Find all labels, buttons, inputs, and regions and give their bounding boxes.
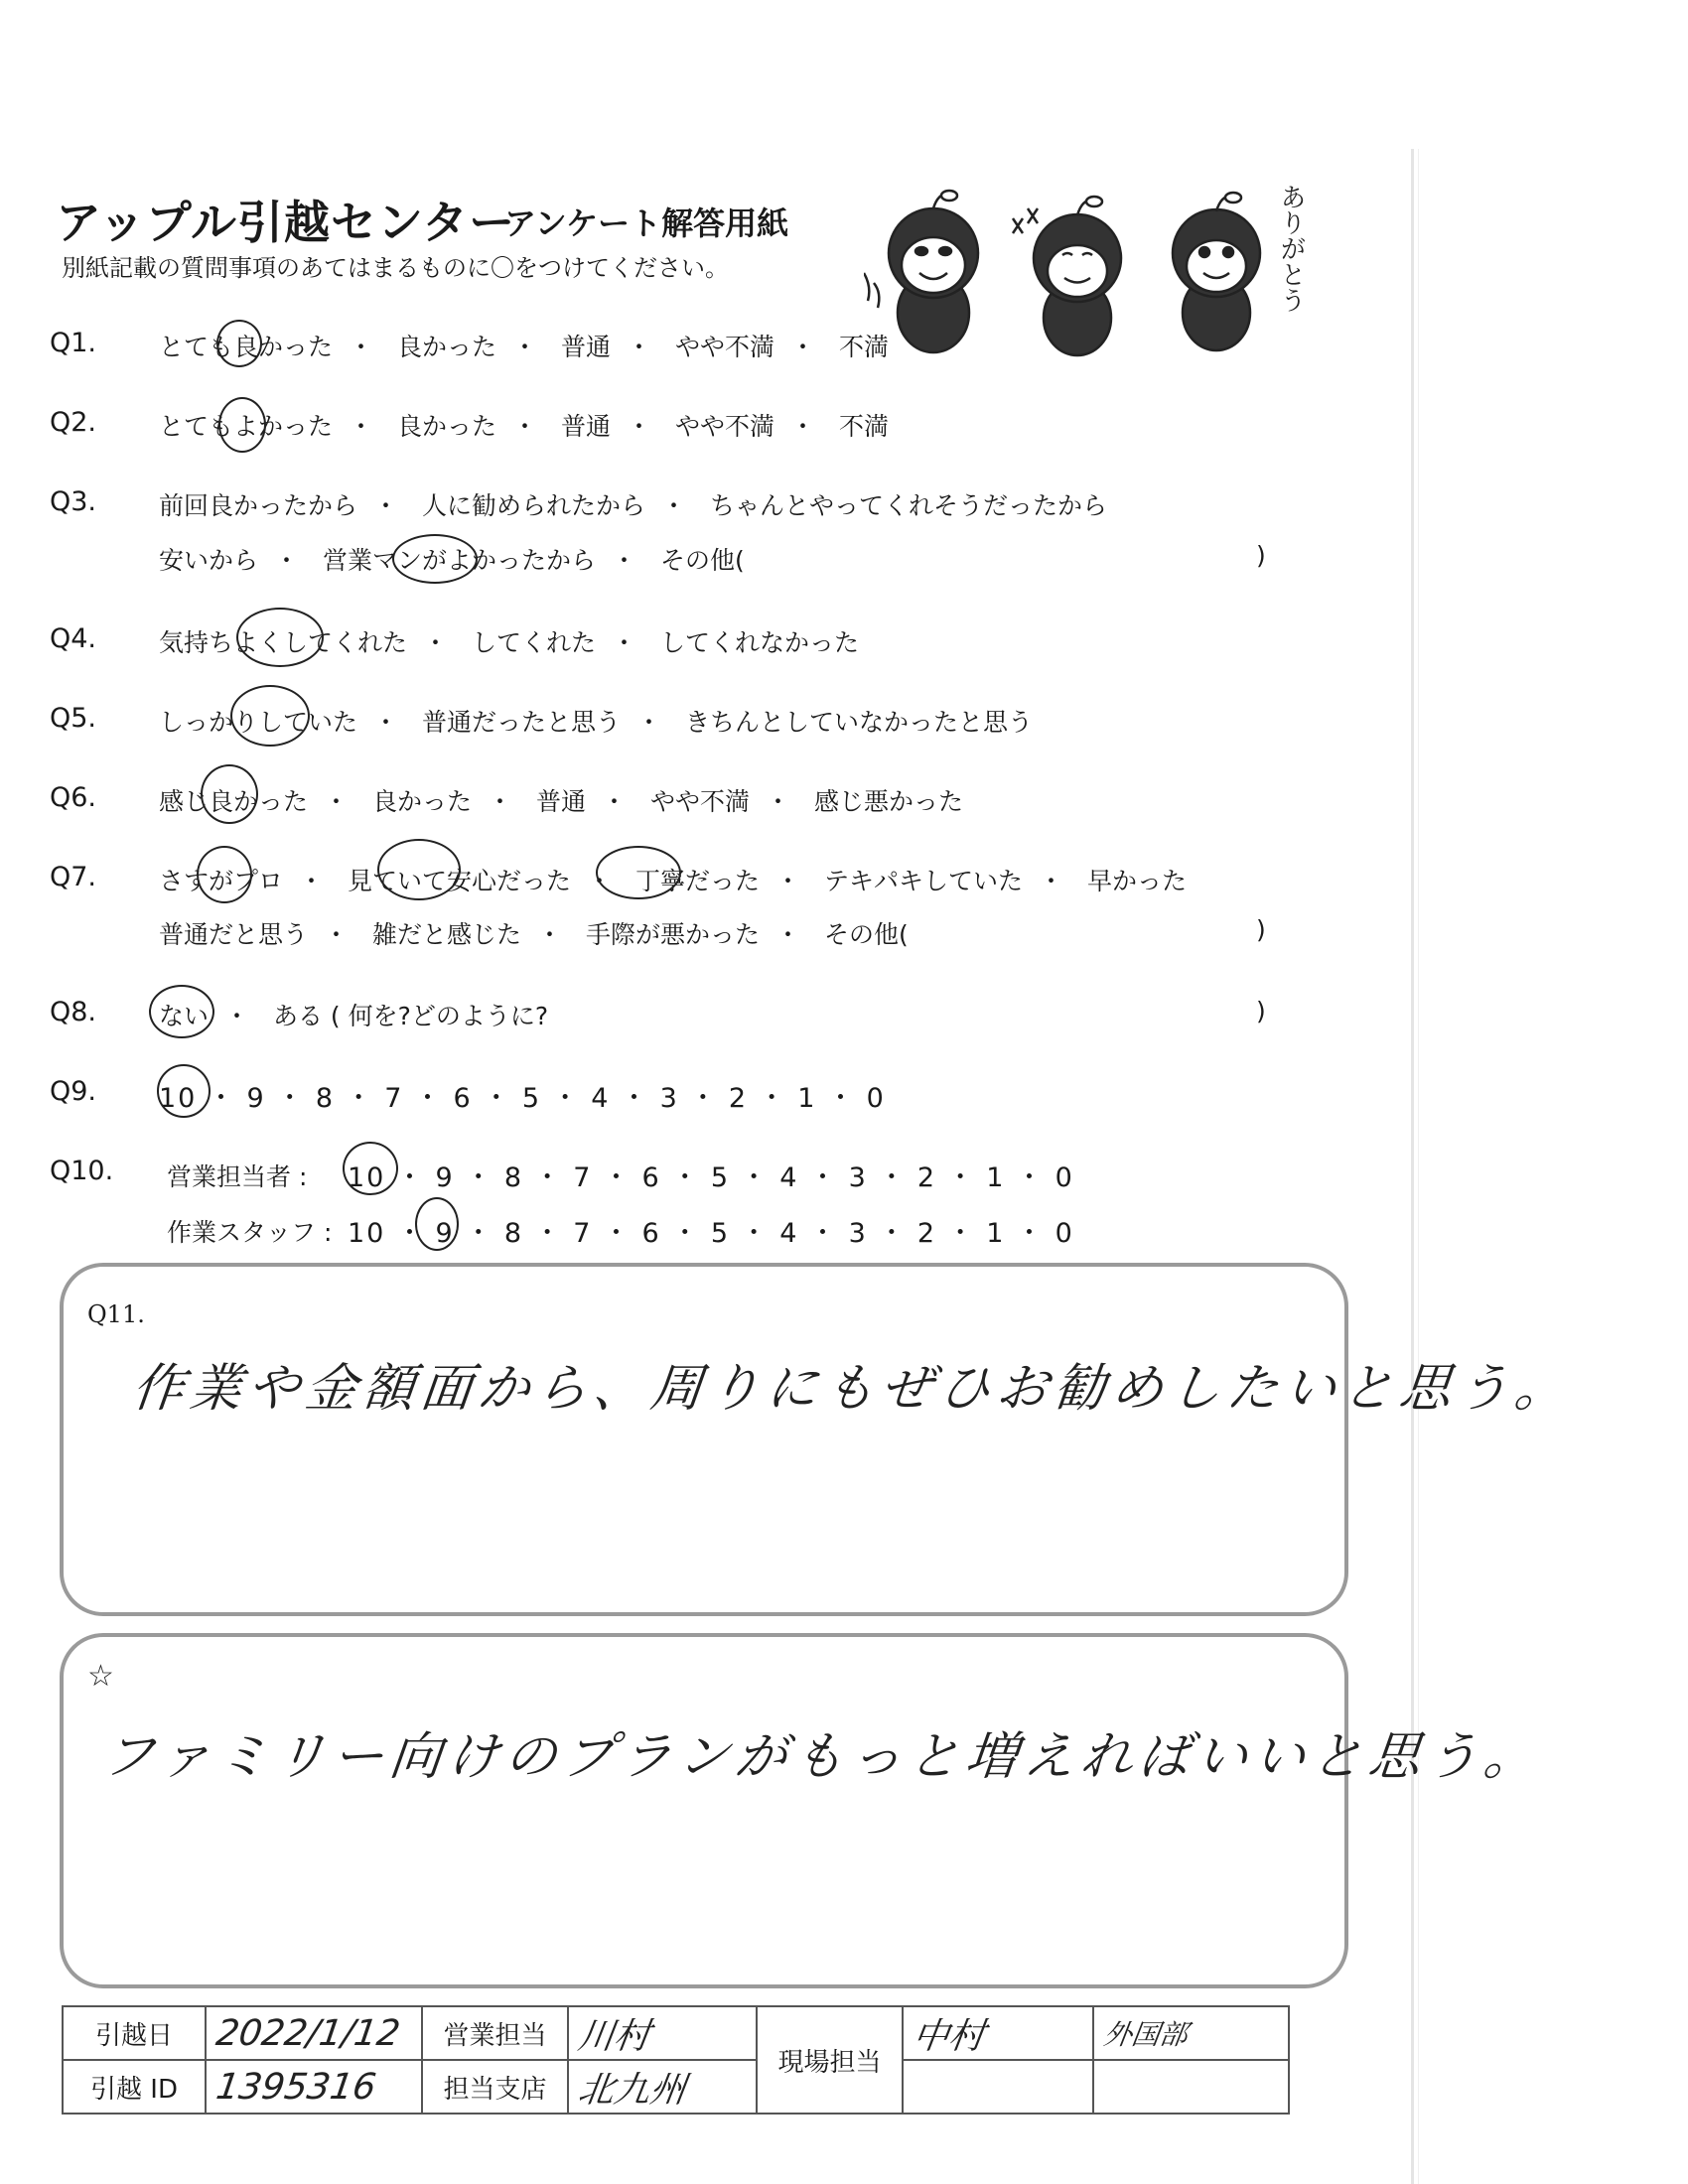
q8-label: Q8. (50, 997, 97, 1027)
q2-option[interactable]: やや不満 (674, 412, 774, 441)
q1-option[interactable]: 不満 (838, 333, 889, 361)
q6-option[interactable]: 感じ良かった (159, 787, 309, 816)
page-edge-shadow-2 (1418, 149, 1419, 2184)
q3-option[interactable]: 人に勧められたから (421, 491, 645, 520)
q5-options: しっかりしていた ・ 普通だったと思う ・ きちんとしていなかったと思う (159, 703, 1033, 739)
q6-option[interactable]: 良かった (371, 787, 472, 816)
star-label: ☆ (87, 1659, 114, 1694)
q2-options: とてもよかった ・ 良かった ・ 普通 ・ やや不満 ・ 不満 (159, 407, 889, 443)
q3-options-line2: 安いから ・ 営業マンがよかったから ・ その他( (159, 541, 745, 577)
branch-value: 北九州 (564, 2060, 761, 2114)
branch-label: 担当支店 (422, 2060, 568, 2114)
q1-label: Q1. (50, 328, 97, 358)
q7-options-line1: さすがプロ ・ 見ていて安心だった ・ 丁寧だった ・ テキパキしていた ・ 早かった (159, 862, 1187, 897)
q8-option[interactable]: ある ( 何を?どのように? (272, 1002, 549, 1030)
q3-option[interactable]: 安いから (159, 546, 259, 575)
q5-hand-circle (230, 685, 310, 747)
q11-answer: 作業や金額面から、周りにもぜひお勧めしたいと思う。 (129, 1359, 1576, 1419)
q2-option[interactable]: 良かった (396, 412, 496, 441)
q2-option[interactable]: 普通 (560, 412, 611, 441)
q6-options: 感じ良かった ・ 良かった ・ 普通 ・ やや不満 ・ 感じ悪かった (159, 782, 963, 818)
q7-option[interactable]: テキパキしていた (823, 867, 1023, 895)
q7-option[interactable]: さすがプロ (159, 867, 284, 895)
q10-staff-scale[interactable]: 10 ・ 9 ・ 8 ・ 7 ・ 6 ・ 5 ・ 4 ・ 3 ・ 2 ・ 1 ・ 0 (348, 1218, 1074, 1249)
q10-staff-hand-circle (415, 1197, 459, 1251)
q8-hand-circle (149, 985, 214, 1038)
q7-option[interactable]: 見ていて安心だった (347, 867, 571, 895)
q7-option[interactable]: 丁寧だった (634, 867, 760, 895)
q3-option[interactable]: ちゃんとやってくれそうだったから (709, 491, 1107, 520)
q3-option[interactable]: 営業マンがよかったから (322, 546, 596, 575)
q10-sales-hand-circle (343, 1142, 398, 1195)
q8-close-paren: ) (1256, 997, 1266, 1025)
move-id-value: 1395316 (202, 2060, 426, 2114)
q4-option[interactable]: してくれた (471, 628, 596, 657)
q4-option[interactable]: 気持ちよくしてくれた (159, 628, 408, 657)
q7-hand-circle-3 (596, 846, 681, 899)
q3-hand-circle (392, 534, 478, 584)
move-date-label: 引越日 (63, 2006, 206, 2060)
sales-rep-value: 川村 (564, 2006, 761, 2060)
site-rep-empty-1 (899, 2060, 1097, 2114)
q1-option[interactable]: やや不満 (674, 333, 774, 361)
q1-hand-circle (216, 320, 262, 367)
q3-close-paren: ) (1256, 541, 1266, 570)
q9-hand-circle (157, 1064, 211, 1118)
sales-rep-label: 営業担当 (422, 2006, 568, 2060)
q7-option[interactable]: 雑だと感じた (371, 920, 521, 949)
q3-option[interactable]: その他( (659, 546, 745, 575)
q6-option[interactable]: 普通 (535, 787, 586, 816)
q5-option[interactable]: 普通だったと思う (421, 708, 621, 737)
q2-hand-circle (218, 397, 266, 453)
q1-option[interactable]: 良かった (396, 333, 496, 361)
q7-option[interactable]: 早かった (1086, 867, 1187, 895)
q3-label: Q3. (50, 486, 97, 517)
q1-options: とても良かった ・ 良かった ・ 普通 ・ やや不満 ・ 不満 (159, 328, 889, 363)
q7-option[interactable]: 手際が悪かった (585, 920, 760, 949)
info-table (62, 2005, 1290, 2115)
mascot-text: ありがとう (1276, 184, 1306, 313)
instruction-text: 別紙記載の質問事項のあてはまるものに〇をつけてください。 (62, 254, 729, 282)
mascot-2 (1013, 197, 1121, 355)
q3-options-line1: 前回良かったから ・ 人に勧められたから ・ ちゃんとやってくれそうだったから (159, 486, 1107, 522)
q5-option[interactable]: きちんとしていなかったと思う (684, 708, 1033, 737)
q5-label: Q5. (50, 703, 97, 734)
q1-option[interactable]: とても良かった (159, 333, 334, 361)
mascot-3 (1173, 193, 1260, 350)
q4-label: Q4. (50, 623, 97, 654)
q9-label: Q9. (50, 1076, 97, 1107)
comment-box (60, 1633, 1545, 1988)
q3-option[interactable]: 前回良かったから (159, 491, 358, 520)
q4-hand-circle (236, 608, 324, 667)
q6-label: Q6. (50, 782, 97, 813)
q6-hand-circle (201, 764, 258, 824)
q7-option[interactable]: 普通だと思う (159, 920, 309, 949)
q10-label: Q10. (50, 1156, 114, 1186)
q7-label: Q7. (50, 862, 97, 892)
q7-option[interactable]: その他( (823, 920, 909, 949)
q7-options-line2: 普通だと思う ・ 雑だと感じた ・ 手際が悪かった ・ その他( (159, 915, 909, 951)
q7-close-paren: ) (1256, 915, 1266, 944)
q10-sales-scale[interactable]: 10 ・ 9 ・ 8 ・ 7 ・ 6 ・ 5 ・ 4 ・ 3 ・ 2 ・ 1 ・ 0 (348, 1162, 1074, 1193)
site-rep-empty-2 (1089, 2060, 1293, 2114)
comment-answer: ファミリー向けのプランがもっと増えればいいと思う。 (99, 1727, 1545, 1787)
q9-scale[interactable]: 10 ・ 9 ・ 8 ・ 7 ・ 6 ・ 5 ・ 4 ・ 3 ・ 2 ・ 1 ・ 0 (159, 1083, 886, 1114)
site-rep-value-1: 中村 (899, 2006, 1097, 2060)
q8-options: ない ・ ある ( 何を?どのように? (159, 997, 548, 1032)
page-edge-shadow (1411, 149, 1414, 2184)
q6-option[interactable]: やや不満 (649, 787, 750, 816)
q2-option[interactable]: 不満 (838, 412, 889, 441)
q7-hand-circle-2 (377, 839, 461, 900)
q6-option[interactable]: 感じ悪かった (813, 787, 963, 816)
q10-sales-label: 営業担当者 : (167, 1162, 308, 1191)
q11-label: Q11. (87, 1300, 145, 1328)
q2-label: Q2. (50, 407, 97, 438)
q5-option[interactable]: しっかりしていた (159, 708, 358, 737)
q2-option[interactable]: とてもよかった (159, 412, 334, 441)
q7-hand-circle-1 (197, 846, 252, 903)
q1-option[interactable]: 普通 (560, 333, 611, 361)
form-subtitle: アンケート解答用紙 (504, 205, 789, 242)
move-date-value: 2022/1/12 (202, 2006, 426, 2060)
q4-option[interactable]: してくれなかった (659, 628, 859, 657)
q4-options: 気持ちよくしてくれた ・ してくれた ・ してくれなかった (159, 623, 859, 659)
q11-box (60, 1263, 1576, 1616)
q8-option[interactable]: ない (159, 1002, 210, 1030)
mascot-illustration (864, 174, 1311, 372)
site-rep-label: 現場担当 (757, 2006, 903, 2114)
company-title: アップル引越センター (56, 196, 516, 249)
site-rep-value-2: 外国部 (1089, 2006, 1293, 2060)
q10-staff-label: 作業スタッフ : (167, 1218, 333, 1247)
move-id-label: 引越 ID (63, 2060, 206, 2114)
